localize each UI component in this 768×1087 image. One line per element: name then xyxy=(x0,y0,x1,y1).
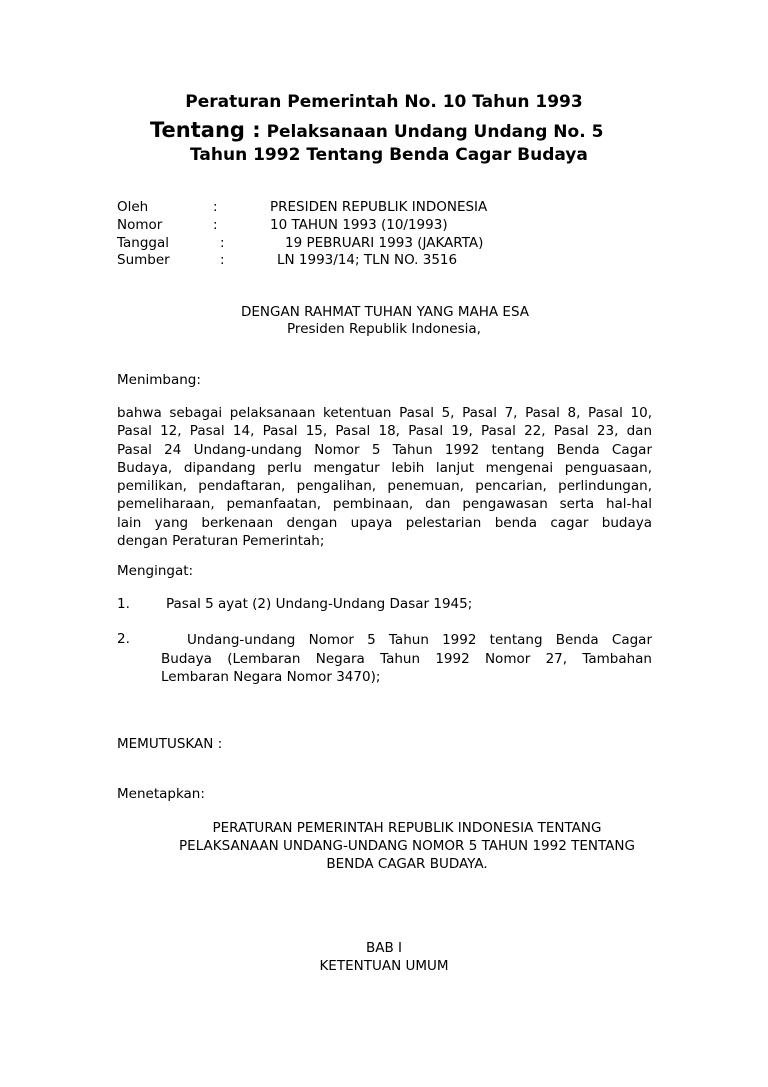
meta-value: 19 PEBRUARI 1993 (JAKARTA) xyxy=(285,235,484,251)
meta-key: Tanggal xyxy=(117,235,170,251)
menetapkan-line-1 xyxy=(0,820,768,836)
meta-value: 10 TAHUN 1993 (10/1993) xyxy=(270,217,448,233)
mengingat-label: Mengingat: xyxy=(117,563,194,579)
memutuskan-label: MEMUTUSKAN : xyxy=(117,736,223,752)
meta-sep: : xyxy=(213,217,218,233)
chapter-number xyxy=(0,940,768,956)
menetapkan-line-3 xyxy=(0,856,768,872)
meta-key: Nomor xyxy=(117,217,163,233)
meta-sep: : xyxy=(220,235,225,251)
meta-sep: : xyxy=(220,252,225,268)
meta-value: LN 1993/14; TLN NO. 3516 xyxy=(277,252,458,268)
preamble-line-1 xyxy=(0,304,768,320)
menetapkan-line-2 xyxy=(0,838,768,854)
paragraph-line: Budaya, dipandang perlu mengatur lebih lanjut mengenai penguasaan, xyxy=(117,459,652,476)
preamble-text-1: DENGAN RAHMAT TUHAN YANG MAHA ESA xyxy=(240,304,530,320)
title-rest: Pelaksanaan Undang Undang No. 5 xyxy=(266,122,604,142)
menetapkan-text-3: BENDA CAGAR BUDAYA. xyxy=(326,856,488,872)
meta-value: PRESIDEN REPUBLIK INDONESIA xyxy=(270,199,488,215)
chapter-number-text: BAB I xyxy=(365,940,403,956)
document-title-line-1: Peraturan Pemerintah No. 10 Tahun 1993 xyxy=(185,92,583,112)
paragraph-line: Pasal 24 Undang-undang Nomor 5 Tahun 1992 tentang Benda Cagar xyxy=(117,441,652,458)
chapter-title xyxy=(0,958,768,974)
menetapkan-text-1: PERATURAN PEMERINTAH REPUBLIK INDONESIA TENTANG xyxy=(212,820,602,836)
title-prefix: Tentang : xyxy=(150,118,261,142)
list-number: 1. xyxy=(117,596,130,612)
list-number: 2. xyxy=(117,631,130,647)
paragraph-line: dengan Peraturan Pemerintah; xyxy=(117,533,325,550)
preamble-text-2: Presiden Republik Indonesia, xyxy=(287,321,481,337)
list-item-text xyxy=(161,631,652,687)
document-title-line-3: Tahun 1992 Tentang Benda Cagar Budaya xyxy=(190,145,588,165)
menetapkan-label: Menetapkan: xyxy=(117,786,205,802)
meta-key: Sumber xyxy=(117,252,170,268)
menetapkan-text-2: PELAKSANAAN UNDANG-UNDANG NOMOR 5 TAHUN 1992 TENTANG xyxy=(179,838,635,854)
document-title-line-2 xyxy=(150,118,603,142)
list-item-line: Lembaran Negara Nomor 3470); xyxy=(161,669,381,686)
paragraph-line: pemeliharaan, pemanfaatan, pembinaan, dan pengawasan serta hal-hal xyxy=(117,496,652,513)
paragraph-line: pemilikan, pendaftaran, pengalihan, penemuan, pencarian, perlindungan, xyxy=(117,478,652,495)
chapter-title-text: KETENTUAN UMUM xyxy=(319,958,449,974)
paragraph-line: Pasal 12, Pasal 14, Pasal 15, Pasal 18, Pasal 19, Pasal 22, Pasal 23, dan xyxy=(117,423,652,440)
meta-sep: : xyxy=(213,199,218,215)
meta-key: Oleh xyxy=(117,199,149,215)
menimbang-paragraph xyxy=(117,404,652,550)
paragraph-line: bahwa sebagai pelaksanaan ketentuan Pasal 5, Pasal 7, Pasal 8, Pasal 10, xyxy=(117,405,652,421)
paragraph-line: lain yang berkenaan dengan upaya pelestarian benda cagar budaya xyxy=(117,514,652,531)
menimbang-label: Menimbang: xyxy=(117,372,201,388)
preamble-line-2 xyxy=(0,321,768,337)
list-item-line: Undang-undang Nomor 5 Tahun 1992 tentang Benda Cagar xyxy=(187,632,652,648)
list-item-text: Pasal 5 ayat (2) Undang-Undang Dasar 1945; xyxy=(166,596,473,612)
list-item-line: Budaya (Lembaran Negara Tahun 1992 Nomor 27, Tambahan xyxy=(161,650,652,667)
